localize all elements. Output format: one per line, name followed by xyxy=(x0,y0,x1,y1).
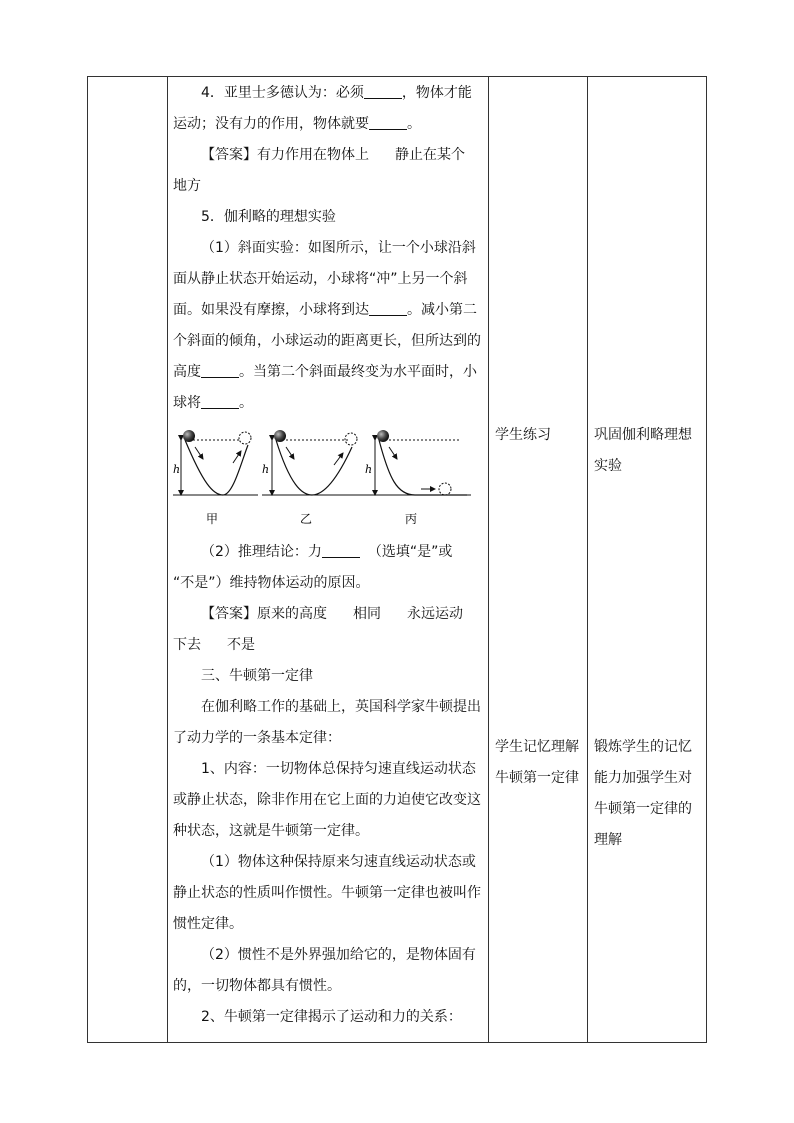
q5-part1-line-4: 个斜面的倾角，小球运动的距离更长，但所达到的 xyxy=(173,333,481,349)
section-3-heading: 三、牛顿第一定律 xyxy=(201,668,313,684)
question-4-line-2: 运动；没有力的作用，物体就要 。 xyxy=(173,116,421,132)
ball-icon xyxy=(274,430,286,442)
q5-part2-line-1: （2）推理结论：力 （选填“是”或 xyxy=(201,544,453,560)
purpose-text: 实验 xyxy=(594,458,622,474)
inertia-line-3: 惯性定律。 xyxy=(173,916,243,932)
purpose-text: 理解 xyxy=(594,832,622,848)
svg-text:h: h xyxy=(262,463,270,476)
q5-part1-line-2: 面从静止状态开始运动，小球将“冲”上另一个斜 xyxy=(173,271,468,287)
svg-text:h: h xyxy=(173,463,181,476)
question-4-line-1: 4．亚里士多德认为：必须 ，物体才能 xyxy=(201,85,472,101)
inertia-line-1: （1）物体这种保持原来匀速直线运动状态或 xyxy=(201,854,476,870)
table-border-col1 xyxy=(167,76,168,1043)
answer-blank xyxy=(201,363,239,378)
answer-2-line-1: 【答案】原来的高度 相同 永远运动 xyxy=(201,606,463,622)
svg-text:丙: 丙 xyxy=(405,512,418,526)
ball-icon xyxy=(377,430,389,442)
galileo-incline-figure xyxy=(173,423,473,535)
inertia-line-2: 静止状态的性质叫作惯性。牛顿第一定律也被叫作 xyxy=(173,885,481,901)
activity-text: 学生练习 xyxy=(495,427,551,443)
table-top-border xyxy=(87,76,707,77)
svg-text:h: h xyxy=(365,463,373,476)
answer-1-line-1: 【答案】有力作用在物体上 静止在某个 xyxy=(201,147,465,163)
figure-jia xyxy=(173,430,258,526)
table-border-col2 xyxy=(488,76,489,1043)
figure-bing xyxy=(365,430,471,526)
table-border-right xyxy=(706,76,707,1043)
answer-blank xyxy=(369,301,407,316)
law-reveal-line: 2、牛顿第一定律揭示了运动和力的关系： xyxy=(201,1009,462,1025)
q5-part1-line-5: 高度 。当第二个斜面最终变为水平面时，小 xyxy=(173,364,477,380)
answer-blank xyxy=(201,394,239,409)
table-border-col3 xyxy=(587,76,588,1043)
purpose-text: 锻炼学生的记忆 xyxy=(594,739,692,755)
design-purpose-1 xyxy=(594,420,700,482)
table-bottom-border xyxy=(87,1042,707,1043)
question-5-title: 5．伽利略的理想实验 xyxy=(201,209,336,225)
inertia2-line-1: （2）惯性不是外界强加给它的，是物体固有 xyxy=(201,947,476,963)
q5-part2-line-2: “不是”）维持物体运动的原因。 xyxy=(173,575,370,591)
activity-text: 学生记忆理解 xyxy=(495,739,579,755)
teaching-content-cell xyxy=(173,78,481,1033)
q5-part1-line-6: 球将 。 xyxy=(173,395,253,411)
student-activity-1 xyxy=(495,420,585,451)
answer-blank xyxy=(364,84,402,99)
q5-part1-line-3: 面。如果没有摩擦，小球将到达 。减小第二 xyxy=(173,302,477,318)
ball-icon xyxy=(183,430,195,442)
law-content-line-2: 或静止状态，除非作用在它上面的力迫使它改变这 xyxy=(173,792,481,808)
answer-blank xyxy=(322,543,360,558)
answer-1-line-2: 地方 xyxy=(173,178,201,194)
student-activity-2 xyxy=(495,732,585,794)
figure-yi xyxy=(262,430,368,526)
answer-blank xyxy=(369,115,407,130)
purpose-text: 巩固伽利略理想 xyxy=(594,427,692,443)
purpose-text: 牛顿第一定律的 xyxy=(594,801,692,817)
svg-text:甲: 甲 xyxy=(206,512,219,526)
purpose-text: 能力加强学生对 xyxy=(594,770,692,786)
newton-intro-line-1: 在伽利略工作的基础上，英国科学家牛顿提出 xyxy=(201,699,481,715)
law-content-line-1: 1、内容：一切物体总保持匀速直线运动状态 xyxy=(201,761,476,777)
activity-text: 牛顿第一定律 xyxy=(495,770,579,786)
law-content-line-3: 种状态，这就是牛顿第一定律。 xyxy=(173,823,369,839)
newton-intro-line-2: 了动力学的一条基本定律： xyxy=(173,730,341,746)
svg-text:乙: 乙 xyxy=(300,512,313,526)
q5-part1-line-1: （1）斜面实验：如图所示，让一个小球沿斜 xyxy=(201,240,476,256)
inertia2-line-2: 的，一切物体都具有惯性。 xyxy=(173,978,341,994)
table-border-left xyxy=(87,76,88,1043)
design-purpose-2 xyxy=(594,732,700,856)
answer-2-line-2: 下去 不是 xyxy=(173,637,255,653)
